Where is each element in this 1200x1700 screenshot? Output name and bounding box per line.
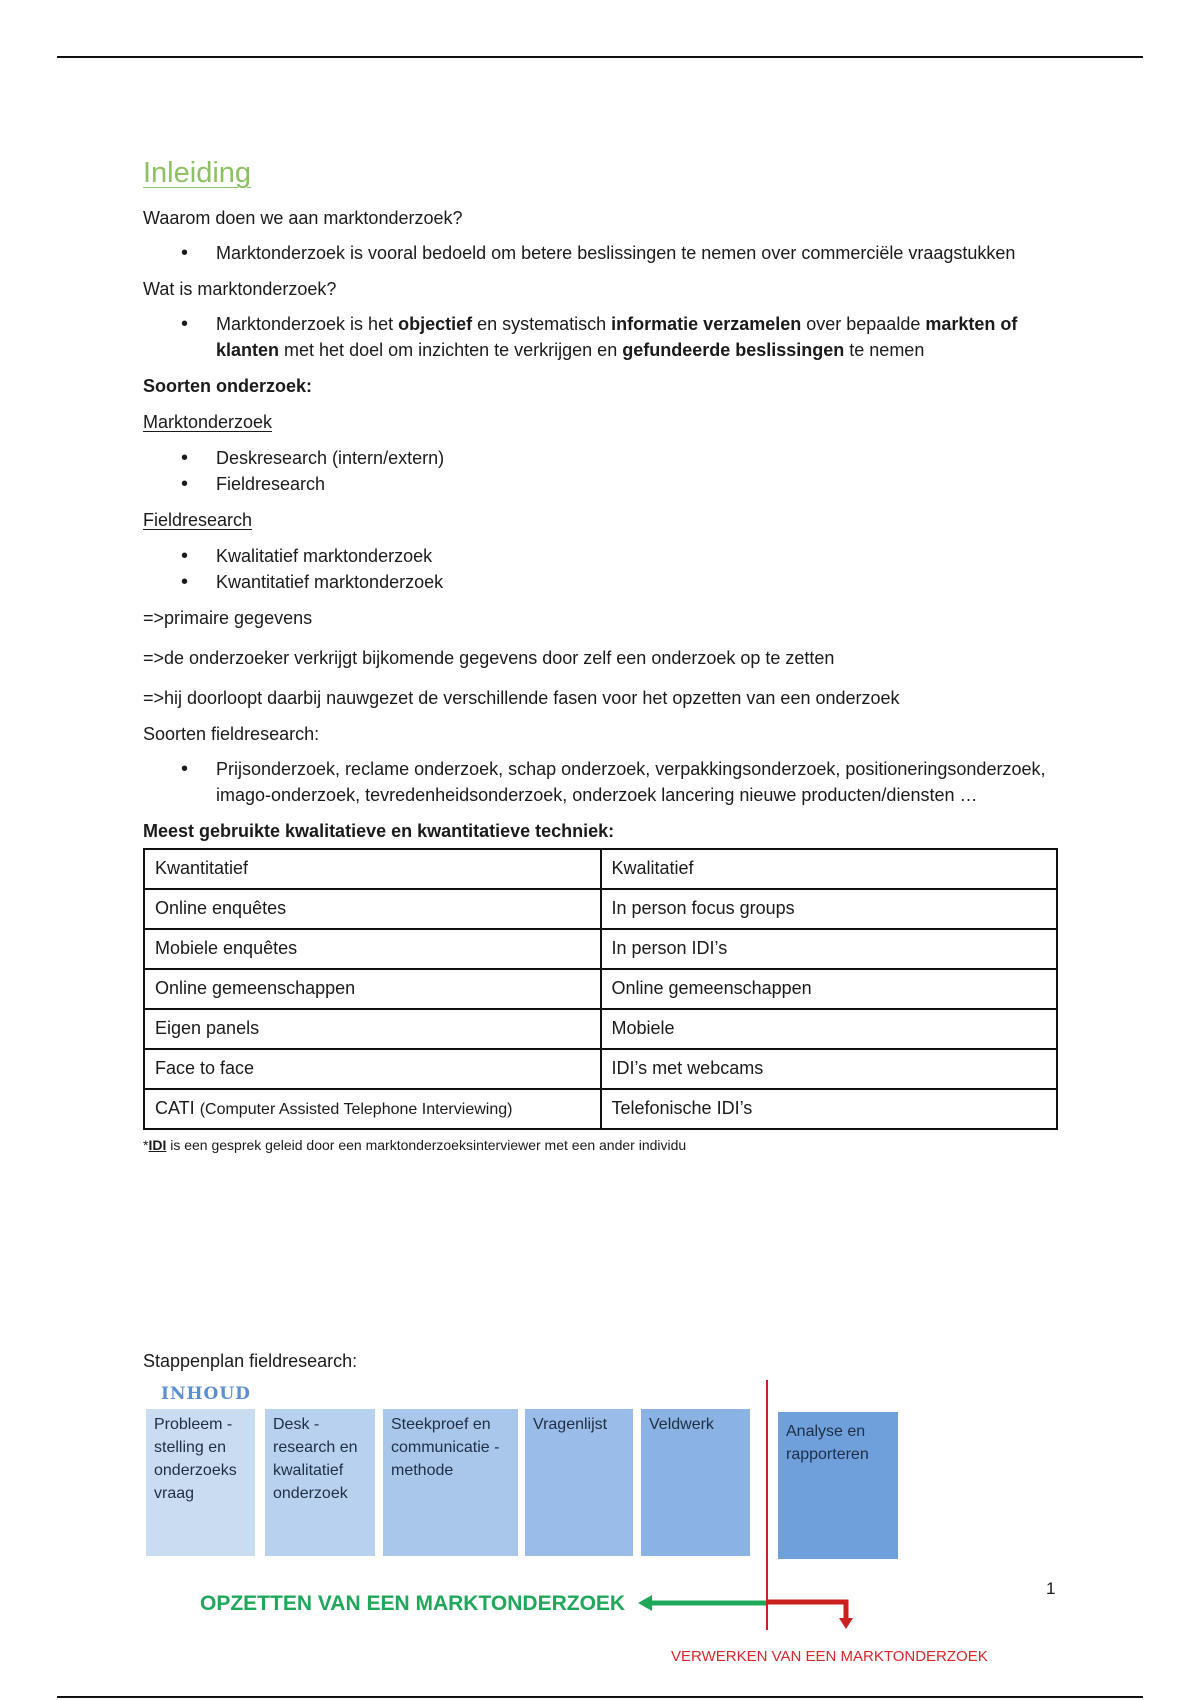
- table-row: [144, 1089, 1057, 1129]
- document-body: [143, 155, 1063, 1154]
- list-item: • Deskresearch (intern/extern): [216, 445, 1063, 471]
- cati-term: CATI: [155, 1098, 195, 1119]
- subheading-marktonderzoek: Marktonderzoek: [143, 411, 273, 432]
- arrow-down-icon: [766, 1598, 856, 1630]
- table-cell: In person focus groups: [601, 889, 1058, 929]
- inhoud-label: INHOUD: [161, 1384, 251, 1404]
- arrow-line: =>hij doorloopt daarbij nauwgezet de verschillende fasen voor het opzetten van een onderzoek: [143, 687, 900, 708]
- answer-why-list: [143, 240, 1063, 266]
- table-cell: Mobiele enquêtes: [144, 929, 601, 969]
- table-cell: Mobiele: [601, 1009, 1058, 1049]
- table-cell: In person IDI’s: [601, 929, 1058, 969]
- footnote: [143, 1136, 1063, 1154]
- bold-term: informatie verzamelen: [611, 313, 802, 334]
- footer-rule: [57, 1696, 1143, 1698]
- text-run: Marktonderzoek is het: [216, 313, 399, 334]
- cati-note: (Computer Assisted Telephone Interviewing): [199, 1101, 513, 1119]
- section-heading-soorten: Soorten onderzoek:: [143, 375, 313, 396]
- text-run: met het doel om inzichten te verkrijgen en: [279, 339, 623, 360]
- table-cell: Online enquêtes: [144, 889, 601, 929]
- bold-term: objectief: [398, 313, 473, 334]
- text-run: over bepaalde: [801, 313, 926, 334]
- table-heading: Meest gebruikte kwalitatieve en kwantitatieve techniek:: [143, 820, 615, 841]
- table-cell: IDI’s met webcams: [601, 1049, 1058, 1089]
- table-row: [144, 969, 1057, 1009]
- table-cell: Eigen panels: [144, 1009, 601, 1049]
- list-item: • Kwalitatief marktonderzoek: [216, 543, 1063, 569]
- list-item: • Kwantitatief marktonderzoek: [216, 569, 1063, 595]
- table-cell: Kwantitatief: [144, 849, 601, 889]
- step-veldwerk: Veldwerk: [641, 1409, 750, 1556]
- soorten-fieldresearch-label: Soorten fieldresearch:: [143, 723, 320, 744]
- table-row: [144, 929, 1057, 969]
- steps-title: Stappenplan fieldresearch:: [143, 1351, 358, 1371]
- step-vragenlijst: Vragenlijst: [525, 1409, 633, 1556]
- footnote-star: *: [143, 1136, 149, 1153]
- footnote-text: is een gesprek geleid door een marktonderzoeksinterviewer met een ander individu: [166, 1136, 687, 1153]
- step-steekproef: Steekproef en communicatie - methode: [383, 1409, 518, 1556]
- list-item: [216, 311, 1063, 363]
- page-title: Inleiding: [143, 157, 252, 189]
- header-rule: [57, 56, 1143, 58]
- step-probleemstelling: Probleem -stelling en onderzoeks vraag: [146, 1409, 255, 1556]
- table-row: [144, 889, 1057, 929]
- subheading-fieldresearch: Fieldresearch: [143, 509, 253, 530]
- verwerken-label: VERWERKEN VAN EEN MARKTONDERZOEK: [671, 1648, 988, 1665]
- table-row: [144, 1009, 1057, 1049]
- list-item: • Prijsonderzoek, reclame onderzoek, schap onderzoek, verpakkingsonderzoek, positioneringsonderzoek, imago-onderzoek, tevredenheidsonderzoek, onderzoek lancering nieuwe producten/diensten …: [216, 756, 1063, 808]
- list-item: • Fieldresearch: [216, 471, 1063, 497]
- table-row: [144, 849, 1057, 889]
- answer-what-list: [143, 311, 1063, 363]
- opzetten-label: OPZETTEN VAN EEN MARKTONDERZOEK: [200, 1592, 626, 1615]
- list-item: • Marktonderzoek is vooral bedoeld om betere beslissingen te nemen over commerciële vraagstukken: [216, 240, 1063, 266]
- footnote-term: IDI: [148, 1136, 167, 1153]
- bold-term: gefundeerde beslissingen: [622, 339, 845, 360]
- table-cell: Online gemeenschappen: [601, 969, 1058, 1009]
- soorten-fieldresearch-list: [143, 756, 1063, 808]
- text-run: te nemen: [844, 339, 925, 360]
- question-why: Waarom doen we aan marktonderzoek?: [143, 207, 463, 228]
- text-run: en systematisch: [472, 313, 612, 334]
- arrow-line: =>primaire gegevens: [143, 607, 313, 628]
- arrow-left-icon: [638, 1593, 768, 1613]
- step-analyse: Analyse en rapporteren: [778, 1412, 898, 1559]
- table-cell: Telefonische IDI’s: [601, 1089, 1058, 1129]
- marktonderzoek-list: [143, 445, 1063, 497]
- table-cell: Online gemeenschappen: [144, 969, 601, 1009]
- fieldresearch-list: [143, 543, 1063, 595]
- table-cell: [144, 1089, 601, 1129]
- question-what: Wat is marktonderzoek?: [143, 278, 337, 299]
- table-cell: Face to face: [144, 1049, 601, 1089]
- arrow-line: =>de onderzoeker verkrijgt bijkomende gegevens door zelf een onderzoek op te zetten: [143, 647, 835, 668]
- table-row: [144, 1049, 1057, 1089]
- page-number: 1: [1046, 1579, 1056, 1598]
- bold-term: markten of klanten: [216, 313, 1018, 360]
- table-cell: Kwalitatief: [601, 849, 1058, 889]
- techniques-table: [143, 848, 1058, 1130]
- step-deskresearch: Desk -research en kwalitatief onderzoek: [265, 1409, 375, 1556]
